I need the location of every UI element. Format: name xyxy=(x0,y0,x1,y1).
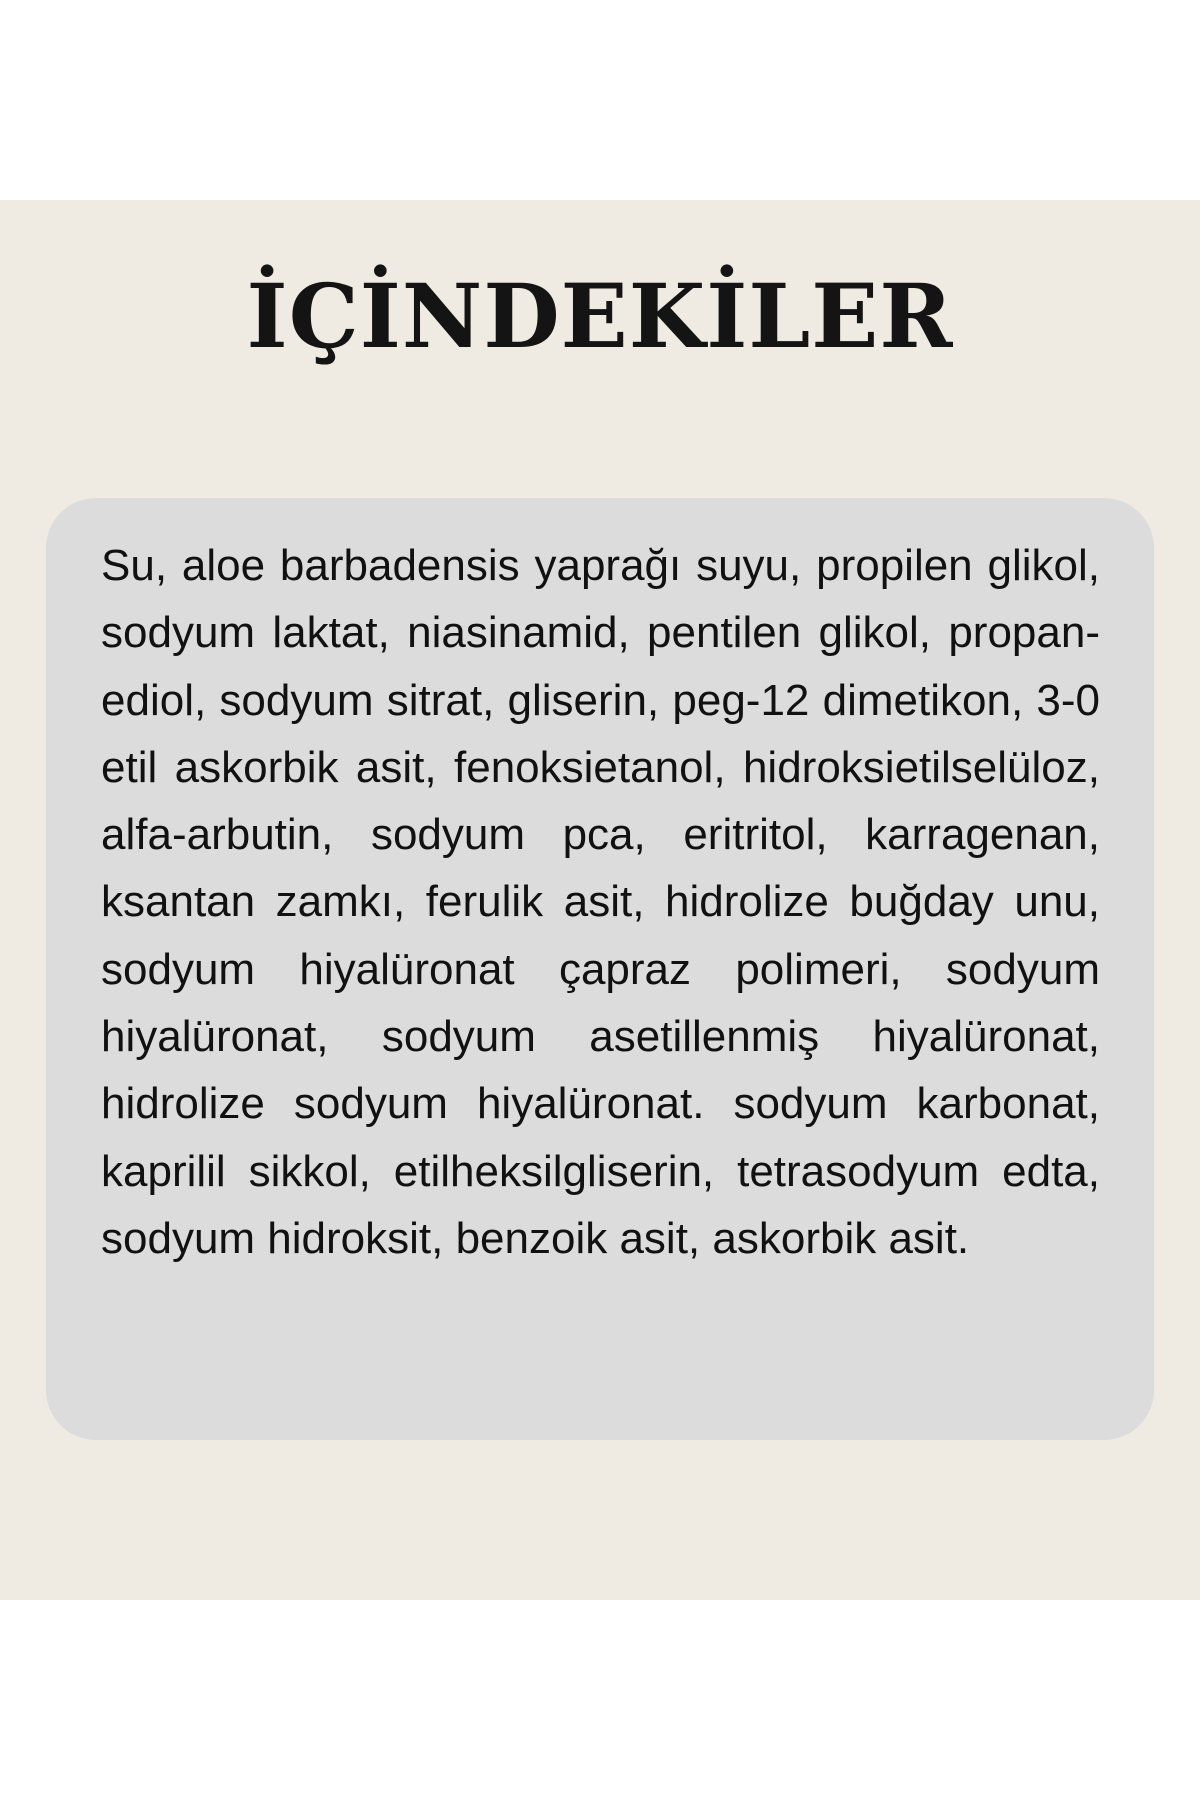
ingredients-card xyxy=(46,498,1154,1440)
ingredients-text: Su, aloe barbadensis yaprağı suyu, propilen glikol, sodyum laktat, niasinamid, pentilen glikol, propan-ediol, sodyum sitrat, gliserin, peg-12 dimetikon, 3-0 etil askorbik asit, fenoksietanol, hidroksietilselüloz, alfa-arbutin, sodyum pca, eritritol, karragenan, ksantan zamkı, ferulik asit, hidrolize buğday unu, sodyum hiyalüronat çapraz polimeri, sodyum hiyalüronat, sodyum asetillenmiş hiyalüronat, hidrolize sodyum hiyalüronat. sodyum karbonat, kaprilil sikkol, etilheksilgliserin, tetrasodyum edta, sodyum hidroksit, benzoik asit, askorbik asit. xyxy=(101,541,1100,1263)
page-title: İÇİNDEKİLER xyxy=(246,264,954,368)
